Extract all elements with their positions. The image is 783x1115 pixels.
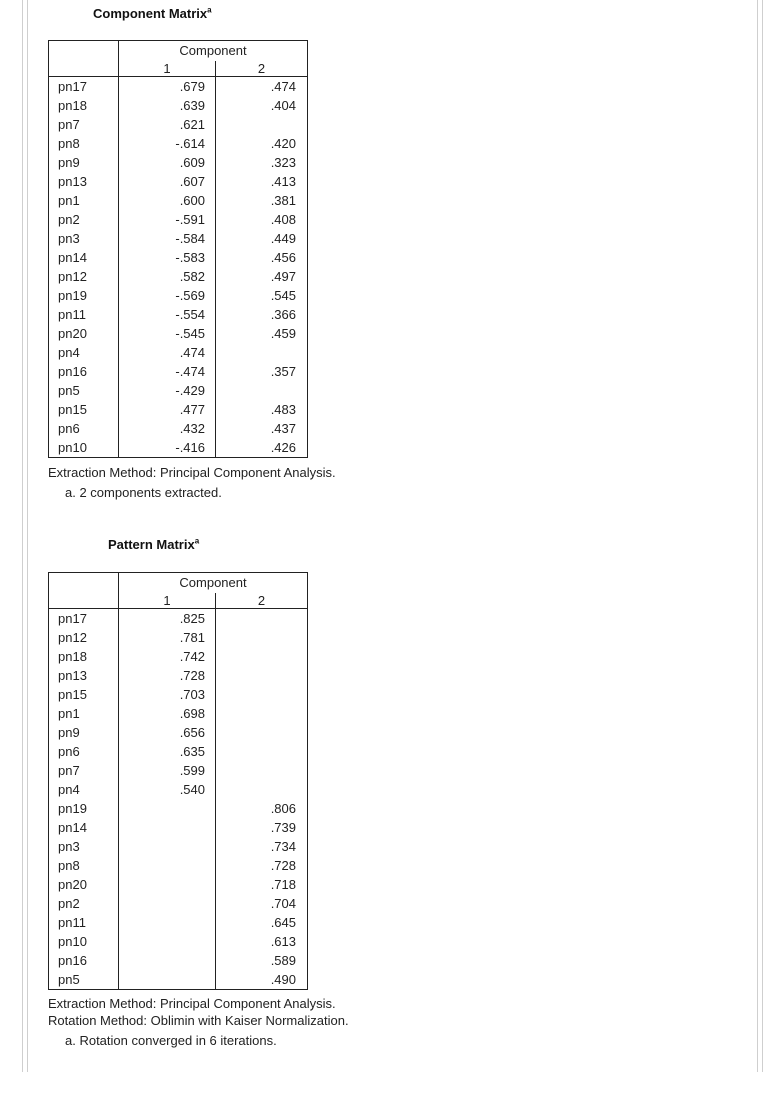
row-label: pn11 [49, 305, 119, 324]
component-1-value: .825 [119, 609, 216, 629]
table-row [49, 951, 308, 970]
table-row [49, 818, 308, 837]
component-2-value: .357 [270, 364, 296, 379]
component-2-value: .734 [270, 839, 296, 854]
left-border-line [22, 0, 23, 1072]
component-2-value [216, 115, 308, 134]
component-header: Component [179, 43, 247, 58]
component-2-value: .366 [270, 307, 296, 322]
component-1-value [119, 894, 216, 913]
row-label: pn5 [49, 970, 119, 990]
component-2-value: .426 [270, 440, 296, 455]
component-1-value: .703 [119, 685, 216, 704]
column-header-2: 2 [216, 61, 308, 77]
component-2-value: .456 [270, 250, 296, 265]
row-label: pn3 [49, 837, 119, 856]
component-1-value [119, 932, 216, 951]
row-label: pn19 [49, 286, 119, 305]
component-1-value: -.545 [119, 324, 216, 343]
component-2-value: .806 [270, 801, 296, 816]
row-label: pn13 [49, 172, 119, 191]
component-2-value [216, 704, 308, 723]
table-row [49, 210, 308, 229]
component-1-value: .728 [119, 666, 216, 685]
table-row [49, 932, 308, 951]
pattern-matrix-extraction-note: Extraction Method: Principal Component Analysis. [48, 996, 336, 1011]
table-row [49, 970, 308, 990]
row-label: pn12 [49, 628, 119, 647]
column-header-1: 1 [119, 593, 216, 609]
table-row [49, 343, 308, 362]
component-2-value [216, 685, 308, 704]
table-row [49, 742, 308, 761]
component-header: Component [179, 575, 247, 590]
component-matrix-footnote-a: a. 2 components extracted. [65, 485, 222, 500]
table-row [49, 647, 308, 666]
table-row [49, 362, 308, 381]
component-2-value [216, 723, 308, 742]
component-2-value: .497 [270, 269, 296, 284]
left-border-line-inner [27, 0, 28, 1072]
component-matrix-extraction-note: Extraction Method: Principal Component Analysis. [48, 465, 336, 480]
component-2-value: .589 [270, 953, 296, 968]
row-label: pn11 [49, 913, 119, 932]
column-header-1: 1 [119, 61, 216, 77]
table-row [49, 628, 308, 647]
row-label: pn10 [49, 438, 119, 458]
component-2-value [216, 343, 308, 362]
table-row [49, 856, 308, 875]
table-row [49, 96, 308, 115]
component-2-value: .381 [270, 193, 296, 208]
row-label: pn16 [49, 951, 119, 970]
component-1-value [119, 799, 216, 818]
row-label: pn7 [49, 115, 119, 134]
component-2-value: .739 [270, 820, 296, 835]
component-2-value [216, 780, 308, 799]
component-1-value: .635 [119, 742, 216, 761]
row-label: pn4 [49, 780, 119, 799]
row-label: pn8 [49, 856, 119, 875]
table-row [49, 305, 308, 324]
pattern-matrix-title-sup: a [194, 536, 200, 546]
row-label: pn18 [49, 647, 119, 666]
row-label: pn15 [49, 400, 119, 419]
row-label: pn16 [49, 362, 119, 381]
component-1-value: .656 [119, 723, 216, 742]
component-1-value [119, 818, 216, 837]
component-matrix-table [48, 40, 308, 458]
component-2-value: .728 [270, 858, 296, 873]
component-1-value: -.591 [119, 210, 216, 229]
table-row [49, 229, 308, 248]
table-row [49, 837, 308, 856]
row-label: pn2 [49, 210, 119, 229]
table-row [49, 286, 308, 305]
component-1-value: .599 [119, 761, 216, 780]
component-2-value [216, 742, 308, 761]
component-1-value: .781 [119, 628, 216, 647]
row-label: pn20 [49, 875, 119, 894]
component-1-value: .477 [119, 400, 216, 419]
component-2-value [216, 647, 308, 666]
component-1-value: -.583 [119, 248, 216, 267]
component-1-value: -.429 [119, 381, 216, 400]
component-1-value: .621 [119, 115, 216, 134]
component-2-value: .449 [270, 231, 296, 246]
component-matrix-title-sup: a [207, 5, 212, 15]
component-2-value [216, 381, 308, 400]
row-label: pn20 [49, 324, 119, 343]
right-border-line-inner [757, 0, 758, 1072]
table-row [49, 153, 308, 172]
component-1-value: .432 [119, 419, 216, 438]
row-label: pn5 [49, 381, 119, 400]
component-2-value [216, 666, 308, 685]
table-row [49, 780, 308, 799]
component-1-value: .474 [119, 343, 216, 362]
row-label: pn9 [49, 723, 119, 742]
component-2-value: .459 [270, 326, 296, 341]
row-label: pn18 [49, 96, 119, 115]
pattern-matrix-footnote-a: a. Rotation converged in 6 iterations. [65, 1033, 277, 1048]
table-row [49, 191, 308, 210]
row-label: pn4 [49, 343, 119, 362]
component-1-value: .609 [119, 153, 216, 172]
component-2-value: .483 [270, 402, 296, 417]
component-2-value: .704 [270, 896, 296, 911]
component-2-value [216, 628, 308, 647]
component-2-value: .490 [270, 972, 296, 987]
component-1-value: .679 [119, 77, 216, 97]
row-label: pn13 [49, 666, 119, 685]
table-row [49, 761, 308, 780]
table-row [49, 799, 308, 818]
right-border-line [762, 0, 763, 1072]
component-1-value [119, 856, 216, 875]
row-label: pn10 [49, 932, 119, 951]
component-2-value: .437 [270, 421, 296, 436]
table-row [49, 115, 308, 134]
component-1-value: -.416 [119, 438, 216, 458]
component-1-value: .607 [119, 172, 216, 191]
component-2-value: .323 [270, 155, 296, 170]
row-label: pn15 [49, 685, 119, 704]
component-matrix-title [93, 6, 212, 21]
component-2-value: .420 [270, 136, 296, 151]
row-label: pn12 [49, 267, 119, 286]
row-label: pn3 [49, 229, 119, 248]
component-1-value: -.474 [119, 362, 216, 381]
row-label: pn14 [49, 248, 119, 267]
column-header-2: 2 [216, 593, 308, 609]
row-label: pn6 [49, 419, 119, 438]
component-1-value: .742 [119, 647, 216, 666]
table-row [49, 134, 308, 153]
component-2-value: .474 [270, 79, 296, 94]
component-2-value: .613 [270, 934, 296, 949]
component-1-value: .582 [119, 267, 216, 286]
row-label: pn1 [49, 191, 119, 210]
corner-cell [49, 573, 119, 609]
pattern-matrix-table [48, 572, 308, 990]
row-label: pn6 [49, 742, 119, 761]
component-1-value: .540 [119, 780, 216, 799]
component-2-value: .718 [270, 877, 296, 892]
component-1-value: .600 [119, 191, 216, 210]
table-row [49, 400, 308, 419]
pattern-matrix-title-text: Pattern Matrix [108, 537, 195, 552]
component-1-value [119, 970, 216, 990]
component-2-value: .408 [270, 212, 296, 227]
row-label: pn19 [49, 799, 119, 818]
row-label: pn9 [49, 153, 119, 172]
table-row [49, 248, 308, 267]
table-row [49, 324, 308, 343]
component-1-value: -.569 [119, 286, 216, 305]
component-2-value [216, 609, 308, 629]
row-label: pn2 [49, 894, 119, 913]
table-row [49, 704, 308, 723]
table-row [49, 438, 308, 458]
table-row [49, 685, 308, 704]
row-label: pn1 [49, 704, 119, 723]
table-row [49, 666, 308, 685]
table-row [49, 267, 308, 286]
table-row [49, 723, 308, 742]
pattern-matrix-rotation-note: Rotation Method: Oblimin with Kaiser Normalization. [48, 1013, 349, 1028]
row-label: pn8 [49, 134, 119, 153]
component-1-value: -.554 [119, 305, 216, 324]
row-label: pn7 [49, 761, 119, 780]
component-1-value: .698 [119, 704, 216, 723]
table-row [49, 381, 308, 400]
component-1-value: -.584 [119, 229, 216, 248]
table-row [49, 77, 308, 97]
component-1-value [119, 913, 216, 932]
component-1-value [119, 951, 216, 970]
component-1-value [119, 875, 216, 894]
row-label: pn14 [49, 818, 119, 837]
row-label: pn17 [49, 609, 119, 629]
corner-cell [49, 41, 119, 77]
component-1-value: -.614 [119, 134, 216, 153]
component-1-value [119, 837, 216, 856]
component-2-value [216, 761, 308, 780]
component-matrix-title-text: Component Matrix [93, 6, 208, 21]
table-row [49, 913, 308, 932]
pattern-matrix-title [108, 537, 199, 552]
component-2-value: .404 [270, 98, 296, 113]
component-2-value: .645 [270, 915, 296, 930]
table-row [49, 609, 308, 629]
table-row [49, 172, 308, 191]
row-label: pn17 [49, 77, 119, 97]
component-1-value: .639 [119, 96, 216, 115]
component-2-value: .413 [270, 174, 296, 189]
table-row [49, 894, 308, 913]
table-row [49, 419, 308, 438]
component-2-value: .545 [270, 288, 296, 303]
table-row [49, 875, 308, 894]
